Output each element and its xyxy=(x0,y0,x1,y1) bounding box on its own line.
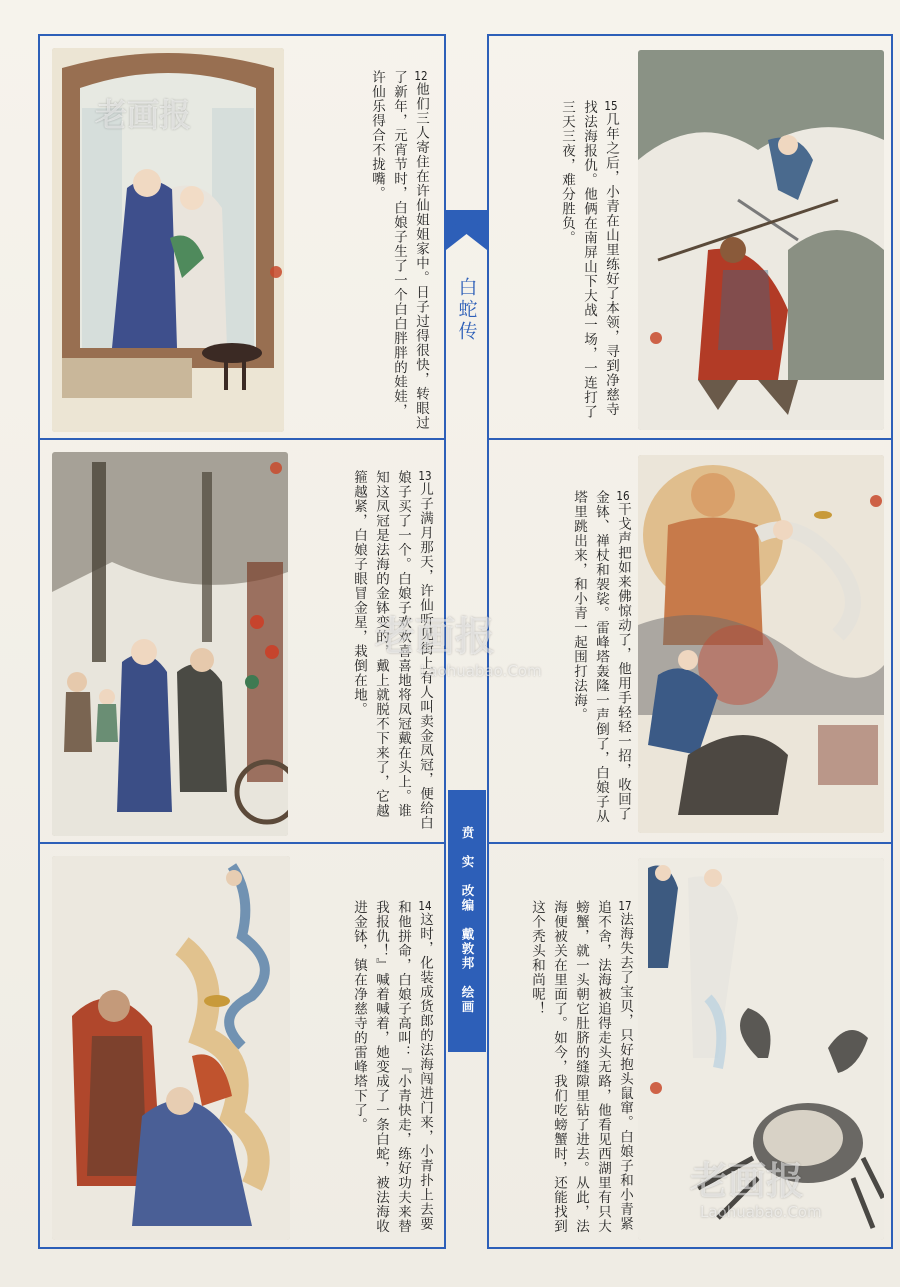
panel-15-number: 15 xyxy=(604,100,618,112)
panel-16-seal xyxy=(870,495,882,507)
frame-left-line xyxy=(38,34,40,1249)
panel-14-number: 14 xyxy=(418,900,432,912)
frame-bottom-line-right xyxy=(488,1247,893,1249)
panel-17-seal xyxy=(650,1082,662,1094)
row-divider-2-right xyxy=(488,842,893,844)
frame-top-line xyxy=(38,34,444,36)
watermark-brand-top: 老画报 xyxy=(95,96,192,134)
panel-12-text: 他们三人寄住在许仙姐姐家中。日子过得很快，转眼过了新年，元宵节时，白娘子生了一个白白胖胖的娃娃，许仙乐得合不拢嘴。 xyxy=(369,70,429,430)
panel-16-caption xyxy=(496,490,634,830)
row-divider-1-left xyxy=(38,438,444,440)
panel-17-number: 17 xyxy=(618,900,632,912)
watermark-brand-bottom: 老画报 xyxy=(690,1159,805,1203)
panel-16-illustration xyxy=(638,455,884,833)
panel-14-text: 这时，化装成货郎的法海闯进门来，小青扑上去要和他拼命，白娘子高叫：『小青快走，练好功夫来替我报仇！』喊着喊着，她变成了一条白蛇，被法海收进金钵，镇在净慈寺的雷峰塔下了。 xyxy=(351,900,433,1234)
row-divider-1-right xyxy=(488,438,893,440)
panel-14-caption xyxy=(298,900,436,1240)
panel-12-seal xyxy=(270,266,282,278)
watermark-url-center: Laohuabao.Com xyxy=(420,662,542,680)
panel-13-seal xyxy=(270,462,282,474)
panel-12-number: 12 xyxy=(414,70,428,82)
monk-and-snake-scene-illustration xyxy=(52,856,290,1240)
watermark-url-bottom: Laohuabao.Com xyxy=(700,1203,822,1221)
comic-title: 白蛇传 xyxy=(455,277,478,343)
panel-17-caption xyxy=(496,900,636,1240)
frame-top-line-right xyxy=(488,34,893,36)
buddha-battle-scene-illustration xyxy=(638,455,884,833)
watermark-brand-center: 老画报 xyxy=(375,614,495,660)
panel-15-text: 几年之后，小青在山里练好了本领，寻到净慈寺找法海报仇。他俩在南屏山下大战一场，一连打了三天三夜，难分胜负。 xyxy=(559,100,619,419)
panel-15-caption xyxy=(498,100,622,430)
panel-13-number: 13 xyxy=(418,470,432,482)
panel-14-illustration xyxy=(52,856,290,1240)
panel-16-number: 16 xyxy=(616,490,630,502)
panel-15-illustration xyxy=(638,50,884,430)
row-divider-2-left xyxy=(38,842,444,844)
panel-13-illustration xyxy=(52,452,288,836)
center-chevron-ornament xyxy=(446,210,487,260)
mountain-battle-scene-illustration xyxy=(638,50,884,430)
street-vendor-scene-illustration xyxy=(52,452,288,836)
panel-12-caption xyxy=(300,70,432,430)
panel-13-text: 儿子满月那天，许仙听见街上有人叫卖金凤冠，便给白娘子买了一个。白娘子欢欢喜喜地将凤冠戴在头上。谁知这凤冠是法海的金钵变的，戴上就脱不下来了，它越箍越紧，白娘子眼冒金星，栽倒在地。 xyxy=(351,470,433,830)
panel-16-text: 干戈声把如来佛惊动了，他用手轻轻一招，收回了金钵、禅杖和袈裟。雷峰塔轰隆一声倒了，白娘子从塔里跳出来，和小青一起围打法海。 xyxy=(571,490,631,824)
credits-text: 贲 实 改编 戴敦邦 绘画 xyxy=(460,825,475,1015)
frame-right-line xyxy=(891,34,893,1249)
panel-17-text: 法海失去了宝贝，只好抱头鼠窜。白娘子和小青紧追不舍，法海被追得走头无路，他看见西湖里有只大螃蟹，就一头朝它肚脐的缝隙里钻了进去。从此，法海便被关在里面了。如今，我们吃螃蟹时，还能找到这个秃头和尚呢！ xyxy=(529,900,633,1234)
frame-bottom-line xyxy=(38,1247,444,1249)
panel-15-seal xyxy=(650,332,662,344)
